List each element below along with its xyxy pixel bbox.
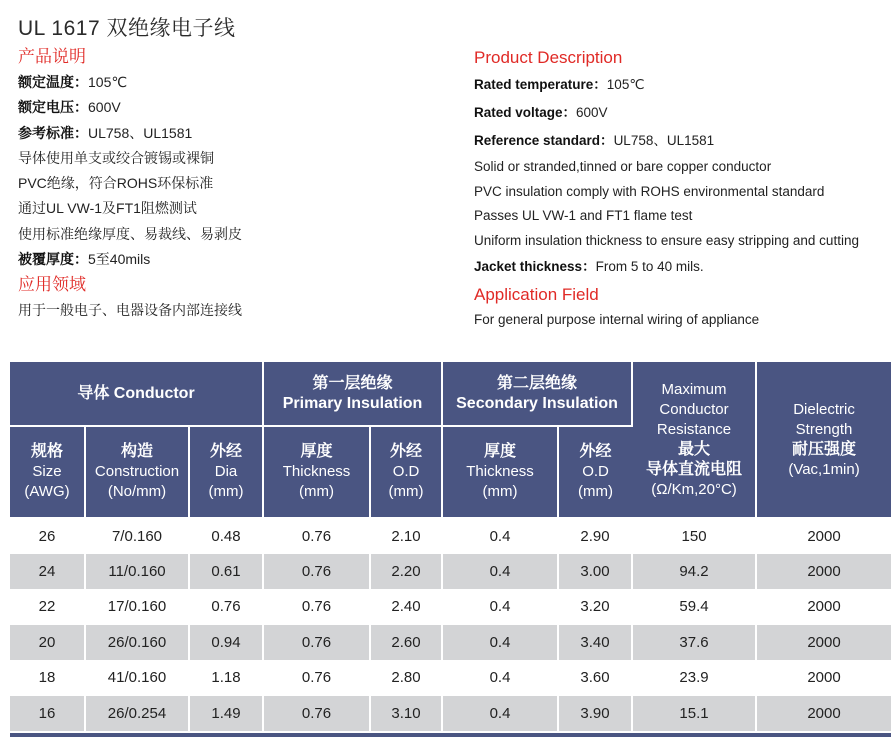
cn-reference-standard: 参考标准：UL758、UL1581	[18, 124, 193, 141]
dia-cell: 0.61	[189, 554, 263, 590]
resistance-cell: 23.9	[632, 660, 756, 696]
cn-feature-line: 导体使用单支或绞合镀锡或裸铜	[18, 149, 214, 166]
cn-application-heading: 应用领域	[18, 275, 86, 295]
en-application-text: For general purpose internal wiring of appliance	[474, 312, 760, 327]
table-row	[10, 625, 891, 661]
en-rated-voltage: Rated voltage：600V	[474, 105, 608, 120]
secondary-od-cell: 3.40	[558, 625, 632, 661]
en-description-heading: Product Description	[474, 48, 623, 67]
primary-thickness-cell: 0.76	[263, 518, 370, 554]
dielectric-cell: 2000	[756, 696, 891, 732]
dia-cell: 0.94	[189, 625, 263, 661]
dia-cell: 0.48	[189, 518, 263, 554]
dielectric-strength-header: Dielectric Strength 耐压强度 (Vac,1min)	[756, 362, 891, 518]
primary-thickness-cell: 0.76	[263, 696, 370, 732]
en-jacket-thickness: Jacket thickness：From 5 to 40 mils.	[474, 259, 704, 274]
size-cell: 20	[10, 625, 85, 661]
primary-od-cell: 2.20	[370, 554, 442, 590]
primary-od-header: 外经 O.D (mm)	[370, 426, 442, 518]
construction-header: 构造 Construction (No/mm)	[85, 426, 189, 518]
dia-cell: 0.76	[189, 589, 263, 625]
size-cell: 16	[10, 696, 85, 732]
secondary-thickness-cell: 0.4	[442, 518, 558, 554]
en-feature-line: Passes UL VW-1 and FT1 flame test	[474, 208, 693, 223]
size-cell: 24	[10, 554, 85, 590]
dielectric-cell: 2000	[756, 554, 891, 590]
resistance-cell: 94.2	[632, 554, 756, 590]
resistance-cell: 150	[632, 518, 756, 554]
table-row	[10, 554, 891, 590]
dielectric-cell: 2000	[756, 518, 891, 554]
en-rated-temperature: Rated temperature：105℃	[474, 77, 645, 92]
secondary-thickness-cell: 0.4	[442, 625, 558, 661]
primary-thickness-header: 厚度 Thickness (mm)	[263, 426, 370, 518]
dielectric-cell: 2000	[756, 625, 891, 661]
secondary-od-cell: 3.20	[558, 589, 632, 625]
size-cell: 18	[10, 660, 85, 696]
conductor-header: 导体 Conductor	[10, 362, 263, 426]
size-cell: 22	[10, 589, 85, 625]
chinese-description	[18, 44, 458, 324]
secondary-insulation-header: 第二层绝缘 Secondary Insulation	[442, 362, 632, 426]
construction-cell: 11/0.160	[85, 554, 189, 590]
primary-od-cell: 2.40	[370, 589, 442, 625]
dielectric-cell: 2000	[756, 660, 891, 696]
construction-cell: 17/0.160	[85, 589, 189, 625]
secondary-od-cell: 3.60	[558, 660, 632, 696]
cn-description-heading: 产品说明	[18, 47, 86, 66]
en-feature-line: Uniform insulation thickness to ensure easy stripping and cutting	[474, 232, 859, 248]
primary-od-cell: 2.60	[370, 625, 442, 661]
en-application-heading: Application Field	[474, 285, 599, 304]
en-feature-line: Solid or stranded,tinned or bare copper conductor	[474, 159, 772, 174]
table-row	[10, 660, 891, 696]
table-bottom-border	[10, 733, 891, 737]
cn-rated-temperature: 额定温度：105℃	[18, 74, 128, 90]
secondary-thickness-cell: 0.4	[442, 660, 558, 696]
secondary-thickness-cell: 0.4	[442, 696, 558, 732]
primary-od-cell: 2.10	[370, 518, 442, 554]
construction-cell: 7/0.160	[85, 518, 189, 554]
primary-insulation-header: 第一层绝缘 Primary Insulation	[263, 362, 442, 426]
primary-od-cell: 3.10	[370, 696, 442, 732]
secondary-od-cell: 3.00	[558, 554, 632, 590]
resistance-cell: 15.1	[632, 696, 756, 732]
construction-cell: 26/0.160	[85, 625, 189, 661]
secondary-od-cell: 3.90	[558, 696, 632, 732]
cn-feature-line: 通过UL VW-1及FT1阻燃测试	[18, 200, 197, 217]
primary-thickness-cell: 0.76	[263, 660, 370, 696]
dia-header: 外经 Dia (mm)	[189, 426, 263, 518]
page-title: UL 1617 双绝缘电子线	[18, 17, 236, 40]
primary-thickness-cell: 0.76	[263, 554, 370, 590]
dielectric-cell: 2000	[756, 589, 891, 625]
resistance-cell: 59.4	[632, 589, 756, 625]
size-cell: 26	[10, 518, 85, 554]
size-header: 规格 Size (AWG)	[10, 426, 85, 518]
dia-cell: 1.49	[189, 696, 263, 732]
primary-thickness-cell: 0.76	[263, 625, 370, 661]
en-reference-standard: Reference standard：UL758、UL1581	[474, 133, 715, 148]
primary-od-cell: 2.80	[370, 660, 442, 696]
construction-cell: 41/0.160	[85, 660, 189, 696]
resistance-cell: 37.6	[632, 625, 756, 661]
secondary-thickness-cell: 0.4	[442, 554, 558, 590]
english-description	[474, 44, 891, 333]
primary-thickness-cell: 0.76	[263, 589, 370, 625]
cn-application-text: 用于一般电子、电器设备内部连接线	[18, 302, 242, 319]
en-feature-line: PVC insulation comply with ROHS environmental standard	[474, 183, 825, 199]
table-row	[10, 696, 891, 732]
construction-cell: 26/0.254	[85, 696, 189, 732]
dia-cell: 1.18	[189, 660, 263, 696]
spec-table	[10, 362, 891, 731]
secondary-thickness-header: 厚度 Thickness (mm)	[442, 426, 558, 518]
secondary-od-header: 外经 O.D (mm)	[558, 426, 632, 518]
cn-feature-line: PVC绝缘，符合ROHS环保标准	[18, 175, 214, 192]
secondary-thickness-cell: 0.4	[442, 589, 558, 625]
cn-feature-line: 使用标准绝缘厚度、易裁线、易剥皮	[18, 225, 242, 242]
max-resistance-header: Maximum Conductor Resistance 最大 导体直流电阻 (Ω/Km,20°C)	[632, 362, 756, 518]
table-row	[10, 518, 891, 554]
cn-rated-voltage: 额定电压：600V	[18, 99, 121, 116]
secondary-od-cell: 2.90	[558, 518, 632, 554]
table-row	[10, 589, 891, 625]
cn-jacket-thickness: 被覆厚度：5至40mils	[18, 251, 151, 268]
